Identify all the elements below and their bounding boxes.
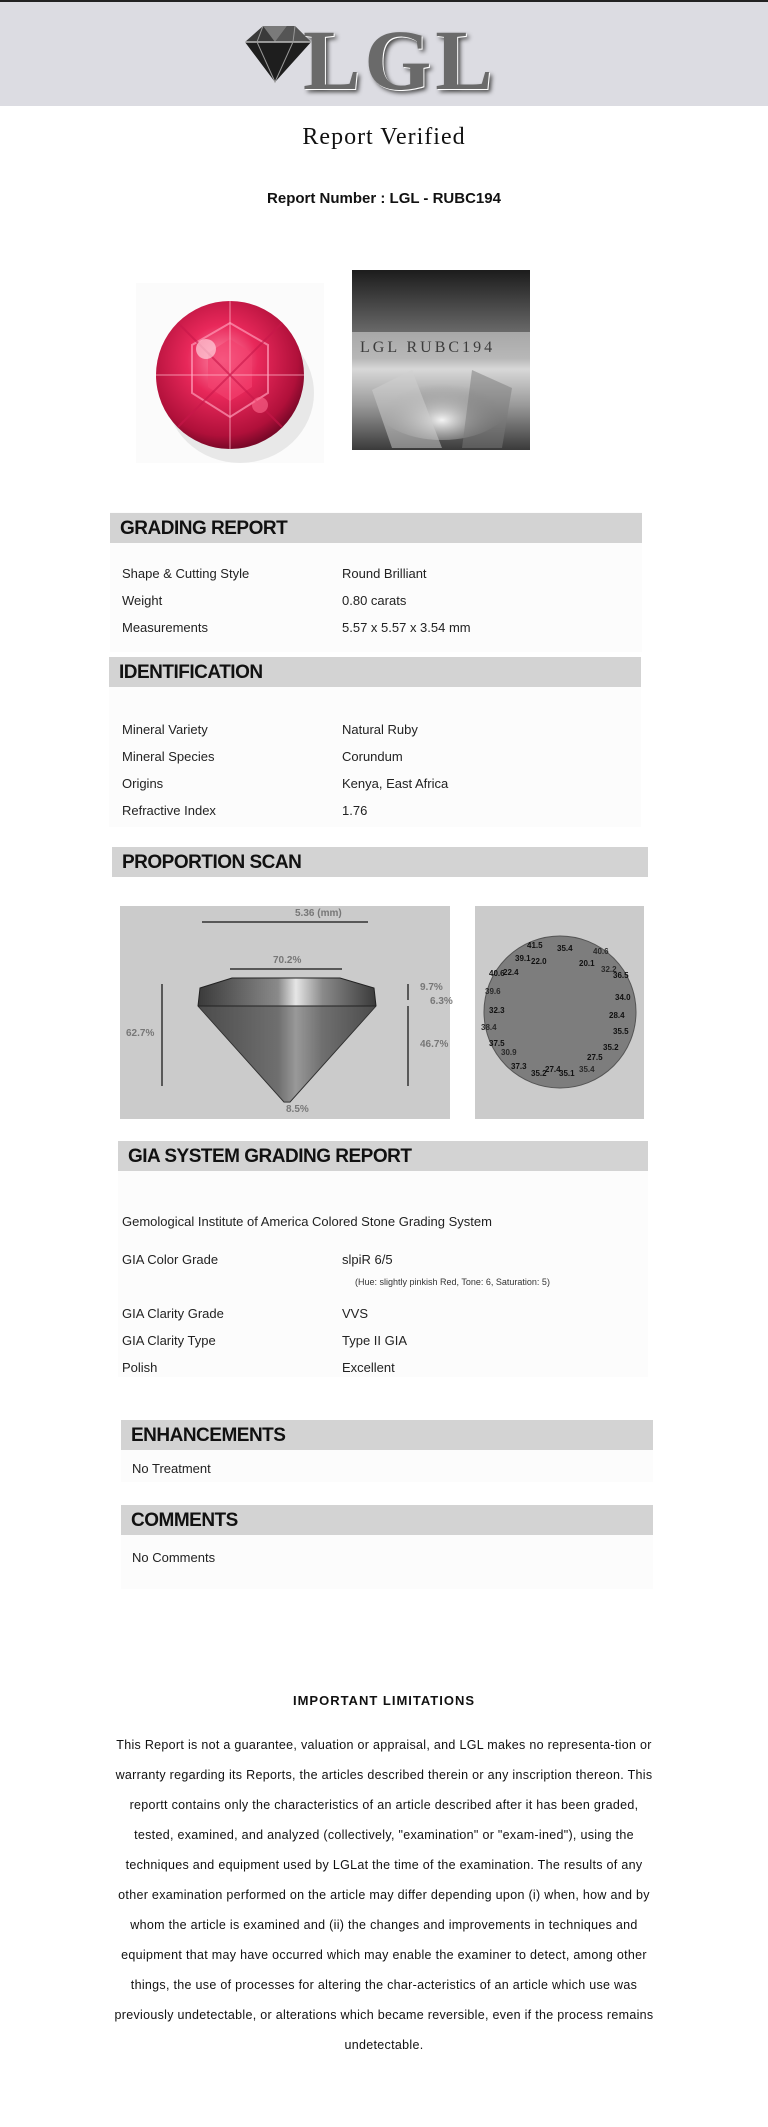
comments-text: No Comments bbox=[132, 1550, 216, 1565]
row-value: VVS bbox=[342, 1306, 369, 1321]
row-label: GIA Clarity Type bbox=[122, 1333, 216, 1348]
row-value: 1.76 bbox=[342, 803, 368, 818]
facet-reading: 36.5 bbox=[613, 971, 629, 980]
facet-reading: 32.3 bbox=[489, 1006, 505, 1015]
girdle-label: 6.3% bbox=[430, 996, 453, 1007]
crown-height-label: 9.7% bbox=[420, 982, 443, 993]
facet-reading: 35.1 bbox=[559, 1069, 575, 1078]
row-value: Type II GIA bbox=[342, 1333, 408, 1348]
facet-reading: 30.9 bbox=[501, 1048, 517, 1057]
pavilion-depth-label: 46.7% bbox=[420, 1039, 449, 1050]
width-label: 5.36 (mm) bbox=[295, 908, 342, 919]
row-value: Round Brilliant bbox=[342, 566, 427, 581]
row-label: Weight bbox=[122, 593, 163, 608]
gia-system-heading: GIA SYSTEM GRADING REPORT bbox=[118, 1141, 648, 1171]
facet-reading: 35.2 bbox=[603, 1043, 619, 1052]
row-value: Excellent bbox=[342, 1360, 395, 1375]
facet-reading: 37.3 bbox=[511, 1062, 527, 1071]
top-view-diagram bbox=[475, 906, 644, 1119]
profile-diagram bbox=[120, 906, 453, 1119]
row-value: 5.57 x 5.57 x 3.54 mm bbox=[342, 620, 471, 635]
color-note: (Hue: slightly pinkish Red, Tone: 6, Saturation: 5) bbox=[355, 1277, 550, 1287]
limitations-text: This Report is not a guarantee, valuation or appraisal, and LGL makes no representa-tion or warranty regarding its Reports, the articles described therein or any inscription thereon. This reportt contains only the characteristics of an article described after it has been graded, tested, examined, and analyzed (collectively, "examination" or "exam-ined"), using the techniques and equipment used by LGLat the time of the examination. The results of any other examination performed on the article may differ depending upon (i) when, how and by whom the article is examined and (ii) the changes and improvements in techniques and equipment that may have occurred which may enable the examiner to detect, among other things, the use of processes for altering the char-acteristics of an article which use was previously undetectable, or alterations which became reversible, even if the process remains undetectable. bbox=[114, 1738, 654, 2052]
proportion-scan-heading: PROPORTION SCAN bbox=[112, 847, 648, 877]
row-label: Mineral Variety bbox=[122, 722, 208, 737]
page-title: Report Verified bbox=[302, 124, 466, 150]
comments-heading: COMMENTS bbox=[121, 1505, 653, 1535]
row-label: Mineral Species bbox=[122, 749, 215, 764]
enhancements-heading: ENHANCEMENTS bbox=[121, 1420, 653, 1450]
inscription-text: LGL RUBC194 bbox=[360, 339, 496, 356]
identification-panel bbox=[109, 657, 641, 827]
enhancements-text: No Treatment bbox=[132, 1461, 211, 1476]
facet-reading: 37.5 bbox=[489, 1039, 505, 1048]
facet-reading: 39.6 bbox=[485, 987, 501, 996]
facet-reading: 35.4 bbox=[579, 1065, 595, 1074]
row-label: GIA Clarity Grade bbox=[122, 1306, 224, 1321]
facet-reading: 22.4 bbox=[503, 968, 519, 977]
facet-reading: 28.4 bbox=[609, 1011, 625, 1020]
row-label: Shape & Cutting Style bbox=[122, 566, 250, 581]
total-depth-label: 62.7% bbox=[126, 1028, 155, 1039]
comments-panel bbox=[121, 1505, 653, 1589]
culet-label: 8.5% bbox=[286, 1104, 309, 1115]
row-label: GIA Color Grade bbox=[122, 1252, 219, 1267]
facet-reading: 34.0 bbox=[615, 993, 631, 1002]
gia-subtitle: Gemological Institute of America Colored Stone Grading System bbox=[122, 1214, 492, 1229]
row-value: Corundum bbox=[342, 749, 403, 764]
facet-reading: 39.1 bbox=[515, 954, 531, 963]
grading-report-heading: GRADING REPORT bbox=[110, 513, 642, 543]
facet-reading: 20.1 bbox=[579, 959, 595, 968]
row-label: Refractive Index bbox=[122, 803, 216, 818]
header-bar bbox=[0, 0, 768, 106]
grading-report-panel bbox=[110, 512, 642, 652]
logo-text: LGL bbox=[303, 12, 497, 108]
facet-reading: 35.2 bbox=[531, 1069, 547, 1078]
row-label: Origins bbox=[122, 776, 164, 791]
report-number: Report Number : LGL - RUBC194 bbox=[267, 190, 501, 207]
facet-reading: 32.2 bbox=[601, 965, 617, 974]
row-value: Natural Ruby bbox=[342, 722, 418, 737]
facet-reading: 40.6 bbox=[593, 947, 609, 956]
facet-reading: 22.0 bbox=[531, 957, 547, 966]
lgl-logo[interactable] bbox=[235, 12, 497, 108]
row-value: Kenya, East Africa bbox=[342, 776, 449, 791]
facet-reading: 35.4 bbox=[557, 944, 573, 953]
facet-reading: 41.5 bbox=[527, 941, 543, 950]
row-label: Measurements bbox=[122, 620, 208, 635]
facet-reading: 27.4 bbox=[545, 1065, 561, 1074]
ruby-photo bbox=[136, 283, 324, 463]
inscription-photo bbox=[352, 270, 530, 450]
row-value: slpiR 6/5 bbox=[342, 1252, 393, 1267]
table-pct-label: 70.2% bbox=[273, 955, 302, 966]
limitations-heading: IMPORTANT LIMITATIONS bbox=[292, 1693, 476, 1708]
enhancements-panel bbox=[121, 1420, 653, 1482]
identification-heading: IDENTIFICATION bbox=[109, 657, 641, 687]
gia-system-panel bbox=[118, 1141, 648, 1377]
row-label: Polish bbox=[122, 1360, 158, 1375]
row-value: 0.80 carats bbox=[342, 593, 407, 608]
facet-reading: 27.5 bbox=[587, 1053, 603, 1062]
facet-reading: 40.6 bbox=[489, 969, 505, 978]
facet-reading: 35.5 bbox=[613, 1027, 629, 1036]
facet-reading: 38.4 bbox=[481, 1023, 497, 1032]
